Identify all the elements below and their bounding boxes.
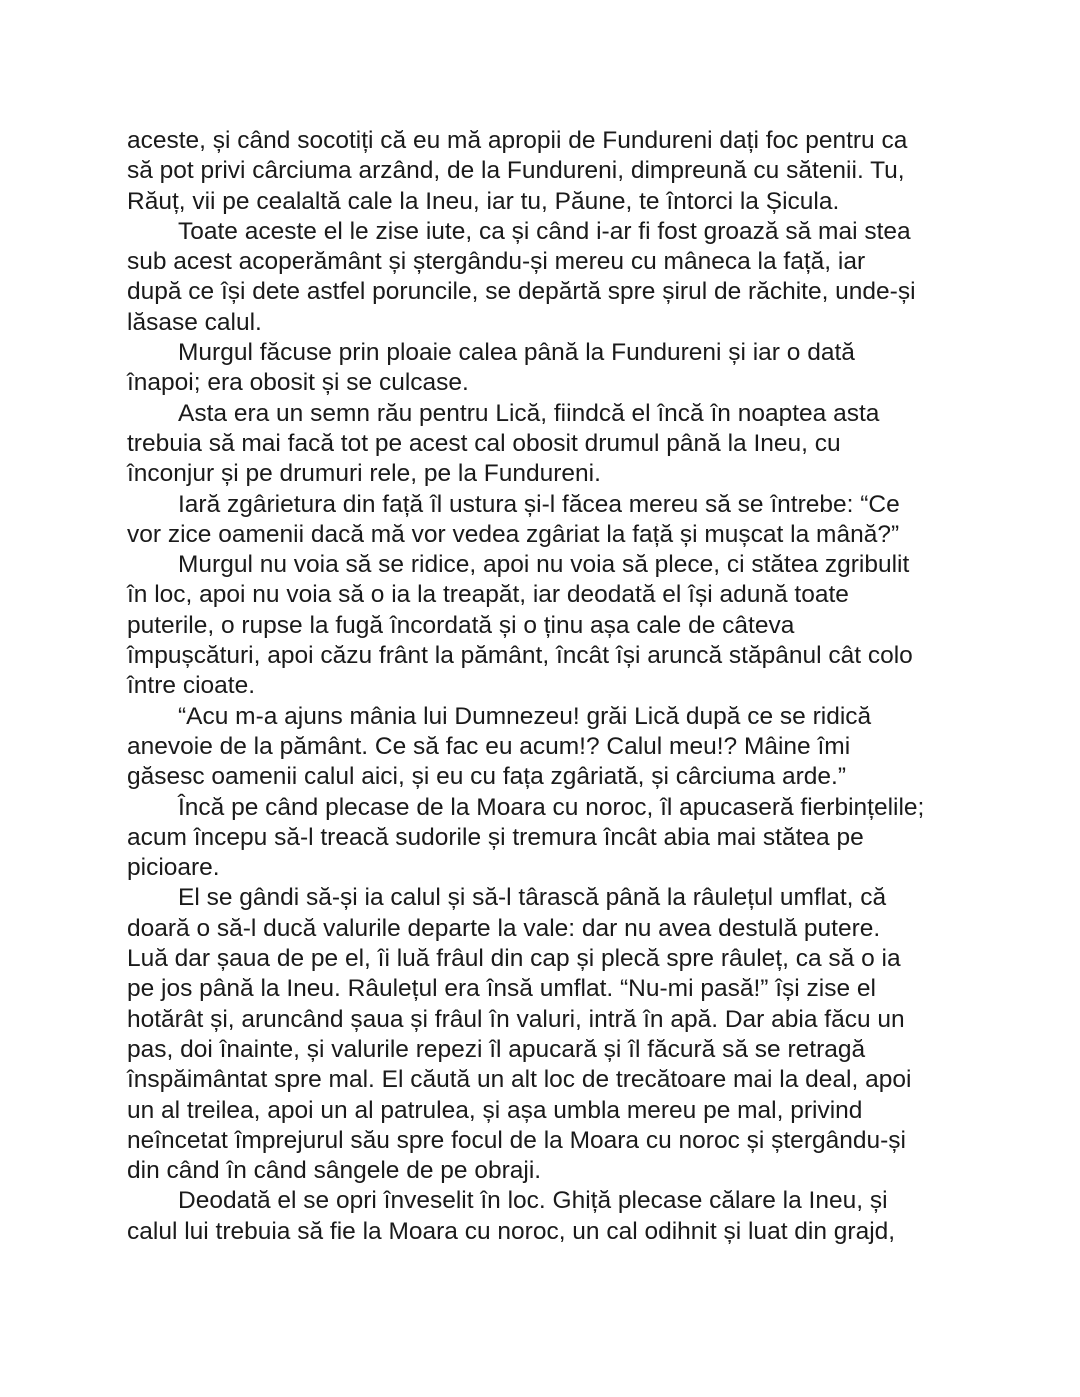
text-line: vor zice oamenii dacă mă vor vedea zgâriat la față și mușcat la mână?” xyxy=(127,520,900,548)
paragraph-first-line: Murgul făcuse prin ploaie calea până la Fundureni și iar o dată xyxy=(178,339,855,367)
text-line: neîncetat împrejurul său spre focul de la Moara cu noroc și ștergându-și xyxy=(127,1126,906,1154)
text-line: din când în când sângele de pe obraji. xyxy=(127,1157,542,1185)
paragraph-first-line: Deodată el se opri înveselit în loc. Ghiță plecase călare la Ineu, și xyxy=(178,1187,888,1215)
paragraph-first-line: “Acu m-a ajuns mânia lui Dumnezeu! grăi Lică după ce se ridică xyxy=(178,702,872,730)
text-line: sub acest acoperământ și ștergându-și mereu cu mâneca la față, iar xyxy=(127,248,866,276)
text-line: pe jos până la Ineu. Râulețul era însă umflat. “Nu-mi pasă!” își zise el xyxy=(127,975,876,1003)
text-line: înconjur și pe drumuri rele, pe la Fundureni. xyxy=(127,460,601,488)
text-line: Luă dar șaua de pe el, îi luă frâul din cap și plecă spre râuleț, ca să o ia xyxy=(127,945,901,973)
text-line: în loc, apoi nu voia să o ia la treapăt, iar deodată el își adună toate xyxy=(127,581,849,609)
text-line: puterile, o rupse la fugă încordată și o ținu așa cale de câteva xyxy=(127,611,795,639)
text-line: aceste, și când socotiți că eu mă apropii de Fundureni dați foc pentru ca xyxy=(127,127,908,154)
text-line: hotărât și, aruncând șaua și frâul în valuri, intră în apă. Dar abia făcu un xyxy=(127,1005,905,1033)
text-line: înapoi; era obosit și se culcase. xyxy=(127,369,469,397)
text-line: lăsase calul. xyxy=(127,308,262,336)
text-line: înspăimântat spre mal. El căută un alt loc de trecătoare mai la deal, apoi xyxy=(127,1066,912,1094)
text-line: găsesc oamenii calul aici, și eu cu fața zgâriată, și cârciuma arde.” xyxy=(127,763,846,791)
text-line: după ce își dete astfel poruncile, se depărtă spre șirul de răchite, unde-și xyxy=(127,278,916,306)
text-line: anevoie de la pământ. Ce să fac eu acum!? Calul meu!? Mâine îmi xyxy=(127,732,851,760)
paragraph-first-line: Murgul nu voia să se ridice, apoi nu voia să plece, ci stătea zgribulit xyxy=(178,551,910,579)
text-line: un al treilea, apoi un al patrulea, și așa umbla mereu pe mal, privind xyxy=(127,1096,863,1124)
text-line: calul lui trebuia să fie la Moara cu noroc, un cal odihnit și luat din grajd, xyxy=(127,1217,896,1245)
text-line: trebuia să mai facă tot pe acest cal obosit drumul până la Ineu, cu xyxy=(127,429,841,457)
text-line: între cioate. xyxy=(127,672,256,700)
text-line: să pot privi cârciuma arzând, de la Fundureni, dimpreună cu sătenii. Tu, xyxy=(127,157,905,185)
text-line: acum începu să-l treacă sudorile și tremura încât abia mai stătea pe xyxy=(127,823,864,851)
text-line: doară o să-l ducă valurile departe la vale: dar nu avea destulă putere. xyxy=(127,914,881,942)
text-line: pas, doi înainte, și valurile repezi îl apucară și îl făcură să se retragă xyxy=(127,1035,866,1063)
text-line: picioare. xyxy=(127,854,220,882)
document-body-text xyxy=(127,126,957,1247)
paragraph-first-line: Iară zgârietura din față îl ustura și-l făcea mereu să se întrebe: “Ce xyxy=(178,490,900,518)
paragraph-first-line: Încă pe când plecase de la Moara cu noroc, îl apucaseră fierbințelile; xyxy=(178,793,925,821)
paragraph-first-line: Toate aceste el le zise iute, ca și când i-ar fi fost groază să mai stea xyxy=(178,217,911,245)
paragraph-first-line: El se gândi să-și ia calul și să-l târască până la râulețul umflat, că xyxy=(178,884,887,912)
text-line: împușcături, apoi căzu frânt la pământ, încât își aruncă stăpânul cât colo xyxy=(127,642,913,670)
text-line: Răuț, vii pe cealaltă cale la Ineu, iar tu, Păune, te întorci la Șicula. xyxy=(127,187,840,215)
paragraph-first-line: Asta era un semn rău pentru Lică, fiindcă el încă în noaptea asta xyxy=(178,399,880,427)
